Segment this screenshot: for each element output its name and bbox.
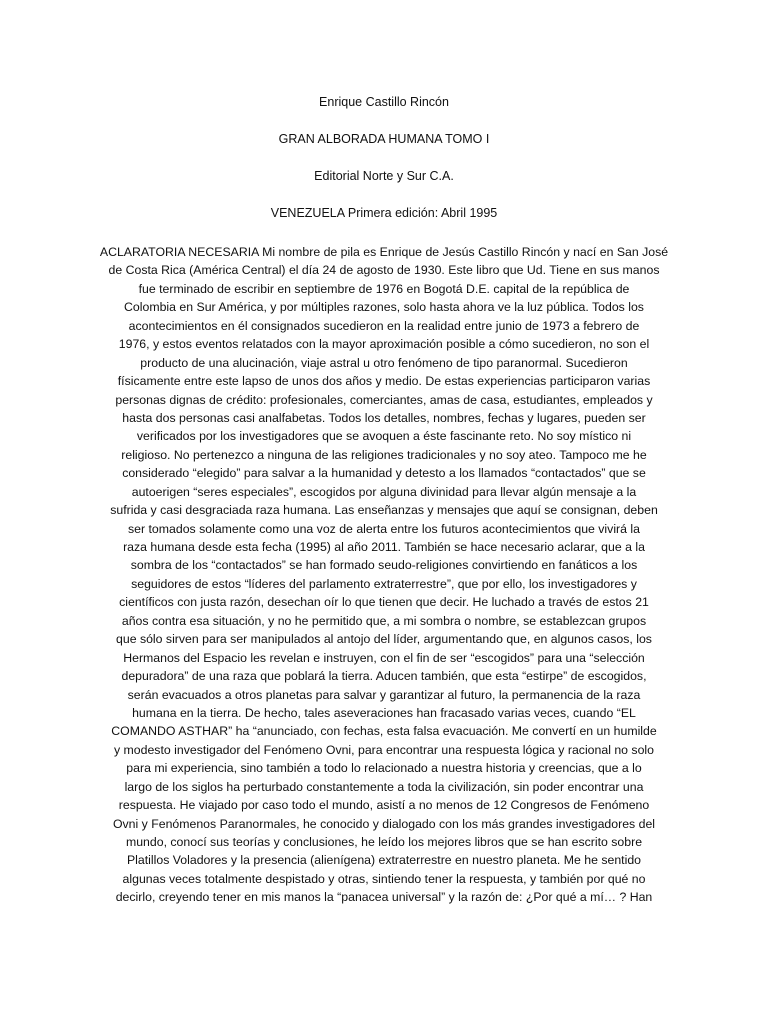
body-line: hasta dos personas casi analfabetas. Todos los detalles, nombres, fechas y lugares, pueden ser xyxy=(122,410,646,425)
body-line: largo de los siglos ha perturbado constantemente a toda la civilización, sin poder encontrar una xyxy=(124,779,644,794)
body-line: humana en la tierra. De hecho, tales aseveraciones han fracasado varias veces, cuando “EL xyxy=(132,705,636,720)
body-line: sufrida y casi desgraciada raza humana. Las enseñanzas y mensajes que aquí se consignan, deben xyxy=(110,503,658,518)
body-line: físicamente entre este lapso de unos dos años y medio. De estas experiencias participaron varias xyxy=(117,374,651,389)
body-line: 1976, y estos eventos relatados con la mayor aproximación posible a cómo sucedieron, no son el xyxy=(118,337,650,352)
body-line: de Costa Rica (América Central) el día 24 de agosto de 1930. Este libro que Ud. Tiene en sus manos xyxy=(108,263,660,278)
body-line: religioso. No pertenezco a ninguna de las religiones tradicionales y no soy ateo. Tampoco me he xyxy=(121,447,647,462)
author-name: Enrique Castillo Rincón xyxy=(319,95,449,109)
body-line: mundo, conocí sus teorías y conclusiones, he leído los mejores libros que se han escrito sobre xyxy=(125,835,643,849)
body-line: seguidores de estos “líderes del parlamento extraterrestre”, que por ello, los investigadores y xyxy=(131,576,637,591)
publisher-name: Editorial Norte y Sur C.A. xyxy=(314,169,454,183)
body-line: respuesta. He viajado por caso todo el mundo, asistí a no menos de 12 Congresos de Fenómeno xyxy=(118,798,650,813)
body-line: científicos con justa razón, desechan oír lo que tienen que decir. He luchado a través de estos 21 xyxy=(119,595,649,610)
body-line: para mi experiencia, sino también a todo lo relacionado a nuestra historia y creencias, que a lo xyxy=(126,761,642,776)
body-line: personas dignas de crédito: profesionales, comerciantes, amas de casa, estudiantes, empleados y xyxy=(115,392,653,407)
body-line: raza humana desde esta fecha (1995) al año 2011. También se hace necesario aclarar, que a la xyxy=(123,540,645,554)
body-line: acontecimientos en él consignados sucedieron en la realidad entre junio de 1973 a febrero de xyxy=(128,318,640,333)
body-line: serán evacuados a otros planetas para salvar y garantizar al futuro, la permanencia de la raza xyxy=(127,687,641,702)
body-line: producto de una alucinación, viaje astral u otro fenómeno de tipo paranormal. Sucedieron xyxy=(140,355,628,370)
body-line: decirlo, creyendo tener en mis manos la “panacea universal” y la razón de: ¿Por qué a mí… ? Han xyxy=(115,890,653,905)
body-line: ser tomados solamente como una voz de alerta entre los futuros acontecimientos que vivirá la xyxy=(128,521,640,536)
body-line: depuradora” de una raza que poblará la tierra. Aducen también, que esta “estirpe” de escogidos, xyxy=(121,669,647,684)
body-line: verificados por los investigadores que se avoquen a éste fascinante reto. No soy místico ni xyxy=(136,429,632,444)
body-line: Ovni y Fenómenos Paranormales, he conocido y dialogado con los más grandes investigadores del xyxy=(112,816,656,831)
body-line: ACLARATORIA NECESARIA Mi nombre de pila es Enrique de Jesús Castillo Rincón y nací en San José xyxy=(99,245,669,259)
body-line: considerado “elegido” para salvar a la humanidad y detesto a los llamados “contactados” que se xyxy=(122,466,646,481)
edition-info: VENEZUELA Primera edición: Abril 1995 xyxy=(270,206,498,220)
body-line: años contra esa situación, y no he permitido que, a mi sombra o nombre, se establezcan grupos xyxy=(121,613,647,628)
body-line: Platillos Voladores y la presencia (alienígena) extraterrestre en nuestro planeta. Me he sentido xyxy=(126,853,642,868)
body-line: algunas veces totalmente despistado y otras, sintiendo tener la respuesta, y también por qué no xyxy=(122,871,646,886)
body-line: fue terminado de escribir en septiembre de 1976 en Bogotá D.E. capital de la república de xyxy=(138,281,630,296)
body-line: COMANDO ASTHAR” ha “anunciado, con fechas, esta falsa evacuación. Me convertí en un humilde xyxy=(111,724,657,739)
body-paragraph xyxy=(96,243,672,907)
body-line: Colombia en Sur América, y por múltiples razones, solo hasta ahora ve la luz pública. Todos los xyxy=(124,300,644,315)
body-line: autoerigen “seres especiales”, escogidos por alguna divinidad para llevar algún mensaje a la xyxy=(131,484,637,499)
body-line: Hermanos del Espacio les revelan e instruyen, con el fin de ser “escogidos” para una “selección xyxy=(123,650,645,665)
body-line: y modesto investigador del Fenómeno Ovni, para encontrar una respuesta lógica y racional no solo xyxy=(113,742,654,757)
book-title: GRAN ALBORADA HUMANA TOMO I xyxy=(278,132,490,146)
body-line: que sólo sirven para ser manipulados al antojo del líder, argumentando que, en algunos casos, los xyxy=(116,632,652,647)
body-line: sombra de los “contactados” se han formado seudo-religiones convirtiendo en fanáticos a los xyxy=(130,558,638,573)
